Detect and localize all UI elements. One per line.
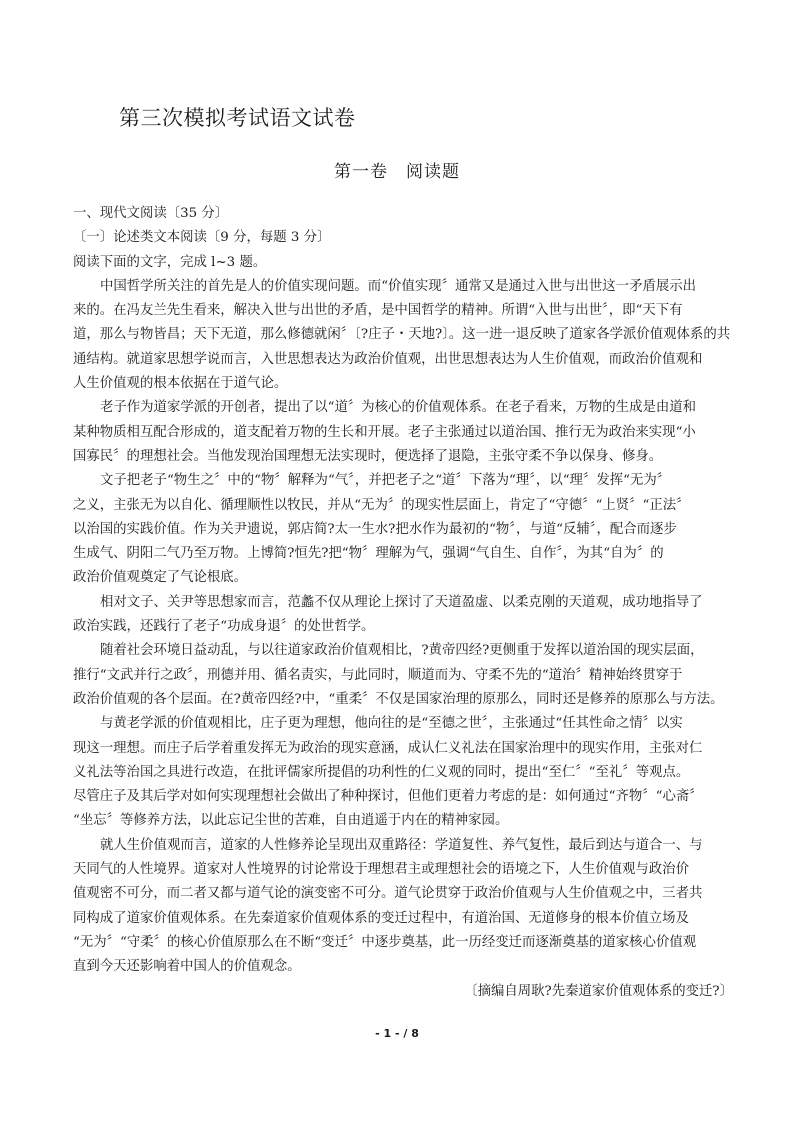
paragraph-line: 来的。在冯友兰先生看来，解决入世与出世的矛盾，是中国哲学的精神。所谓“入世与出世〞，即“天下有: [73, 303, 683, 319]
document-title: 第三次模拟考试语文试卷: [119, 106, 356, 130]
paragraph-line: 直到今天还影响着中国人的价值观念。: [73, 959, 301, 975]
paragraph: [73, 275, 733, 396]
paragraph-line: 老子作为道家学派的开创者，提出了以“道〞为核心的价值观体系。在老子看来，万物的生成是由道和: [100, 400, 697, 416]
subsection-heading: 〔一〕论述类文本阅读〔9 分，每题 3 分〕: [73, 230, 331, 246]
paragraph: [73, 639, 733, 712]
paragraph-line: 以治国的实践价值。作为关尹遗说，郭店简?太一生水?把水作为最初的“物〞，与道“反辅〞，配合而逐步: [73, 521, 677, 537]
paragraph: [73, 834, 733, 980]
paragraph-line: 天同气的人性境界。道家对人性境界的讨论常设于理想君主或理想社会的语境之下，人生价值观与政治价: [73, 862, 689, 878]
paragraph-line: 中国哲学所关注的首先是人的价值实现问题。而“价值实现〞通常又是通过入世与出世这一矛盾展示出: [100, 278, 697, 294]
paragraph-line: 政治价值观的各个层面。在?黄帝四经?中，“重柔〞不仅是国家治理的原那么，同时还是修养的原那么与方法。: [73, 691, 724, 707]
paragraph-line: “无为〞“守柔〞的核心价值原那么在不断“变迁〞中逐步奠基，此一历经变迁而逐渐奠基的道家核心价值观: [73, 934, 697, 950]
paragraph-line: 就人生价值观而言，道家的人性修养论呈现出双重路径：学道复性、养气复性，最后到达与道合一、与: [100, 837, 703, 853]
section-heading: 一、现代文阅读〔35 分〕: [73, 206, 229, 221]
paragraph-line: 人生价值观的根本依据在于道气论。: [73, 376, 288, 392]
paragraph-line: 与黄老学派的价值观相比，庄子更为理想，他向往的是“至德之世〞，主张通过“任其性命之情〞以实: [100, 716, 683, 732]
paragraph-line: 政治价值观奠定了气论根底。: [73, 570, 248, 586]
paragraph: [73, 712, 733, 833]
paragraph: [73, 396, 733, 469]
paragraph: [73, 469, 733, 590]
paragraph-line: 义礼法等治国之具进行改造，在批评儒家所提倡的功利性的仁义观的同时，提出“至仁〞“至礼〞等观点。: [73, 764, 690, 780]
paragraph-line: 通结构。就道家思想学说而言，入世思想表达为政治价值观，出世思想表达为人生价值观，而政治价值观和: [73, 351, 703, 367]
paragraph-line: 某种物质相互配合形成的，道支配着万物的生长和开展。老子主张通过以道治国、推行无为政治来实现“小: [73, 424, 696, 440]
paragraph-line: 生成气、阴阳二气乃至万物。上博简?恒先?把“物〞理解为气，强调“气自生、自作〞，为其“自为〞的: [73, 546, 664, 562]
source-citation: 〔摘编自周耿?先秦道家价值观体系的变迁?〕: [464, 983, 733, 999]
paragraph-line: 政治实践，还践行了老子“功成身退〞的处世哲学。: [73, 619, 375, 635]
part-title: 第一卷 阅读题: [334, 162, 460, 182]
paragraph-line: 随着社会环境日益动乱，与以往道家政治价值观相比，?黄帝四经?更侧重于发挥以道治国的现实层面，: [100, 643, 704, 659]
paragraph-line: 国寡民〞的理想社会。当他发现治国理想无法实现时，便选择了退隐，主张守柔不争以保身、修身。: [73, 448, 663, 464]
paragraph-line: 之义，主张无为以自化、循理顺性以牧民，并从“无为〞的现实性层面上，肯定了“守德〞“上贤〞“正法〞: [73, 497, 690, 513]
paragraph-line: 道，那么与物皆昌；天下无道，那么修德就闲〞〔?庄子・天地?〕。这一进一退反映了道家各学派价值观体系的共: [73, 327, 731, 343]
paragraph-line: “坐忘〞等修养方法，以此忘记尘世的苦难，自由逍遥于内在的精神家园。: [73, 813, 509, 829]
paragraph-line: 同构成了道家价值观体系。在先秦道家价值观体系的变迁过程中，有道治国、无道修身的根本价值立场及: [73, 910, 689, 926]
passage: [73, 275, 733, 980]
paragraph-line: 尽管庄子及其后学对如何实现理想社会做出了种种探讨，但他们更着力考虑的是：如何通过“齐物〞“心斋〞: [73, 789, 703, 805]
reading-body: [73, 202, 733, 1004]
reading-instruction: 阅读下面的文字，完成 l~3 题。: [73, 254, 267, 270]
paragraph-line: 相对文子、关尹等思想家而言，范蠡不仅从理论上探讨了天道盈虚、以柔克刚的天道观，成功地指导了: [100, 594, 703, 610]
page-number: - 1 - / 8: [375, 1027, 419, 1040]
paragraph-line: 值观密不可分，而二者又都与道气论的演变密不可分。道气论贯穿于政治价值观与人生价值观之中，三者共: [73, 886, 703, 902]
paragraph: [73, 591, 733, 640]
paragraph-line: 现这一理想。而庄子后学着重发挥无为政治的现实意涵，成认仁义礼法在国家治理中的现实作用，主张对仁: [73, 740, 703, 756]
paragraph-line: 文子把老子“物生之〞中的“物〞解释为“气〞，并把老子之“道〞下落为“理〞，以“理〞发挥“无为〞: [100, 473, 671, 489]
paragraph-line: 推行“文武并行之政〞，刑德并用、循名责实，与此同时，顺道而为、守柔不先的“道治〞精神始终贯穿于: [73, 667, 683, 683]
